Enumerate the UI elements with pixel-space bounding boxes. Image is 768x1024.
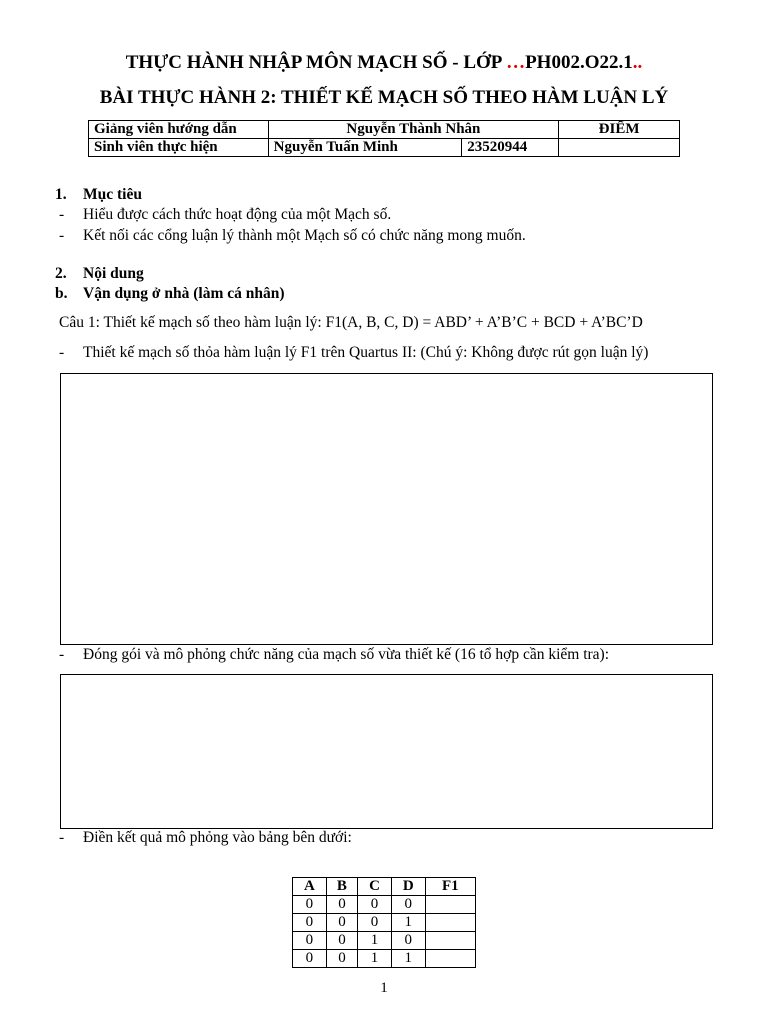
student-name: Nguyễn Tuấn Minh xyxy=(268,139,462,157)
table-cell: 0 xyxy=(326,914,357,932)
task-text: Thiết kế mạch số thỏa hàm luận lý F1 trên Quartus II: (Chú ý: Không được rút gọn luận lý) xyxy=(83,344,649,361)
document-subtitle: BÀI THỰC HÀNH 2: THIẾT KẾ MẠCH SỐ THEO HÀM LUẬN LÝ xyxy=(99,87,669,108)
table-header-row xyxy=(293,878,476,896)
document-title xyxy=(0,52,768,74)
title-class-code: PH002.O22.1 xyxy=(525,52,633,73)
instructor-label: Giảng viên hướng dẫn xyxy=(89,121,269,139)
table-cell: 0 xyxy=(293,914,327,932)
section2-title: Nội dung xyxy=(83,265,144,282)
bullet-dash: - xyxy=(59,206,65,223)
table-cell: 1 xyxy=(391,914,425,932)
title-dots-right: .. xyxy=(632,52,643,73)
page-number: 1 xyxy=(380,980,388,996)
section1-number: 1. xyxy=(55,186,67,203)
instructor-name: Nguyễn Thành Nhân xyxy=(268,121,559,139)
table-cell: 0 xyxy=(326,932,357,950)
section2-subheading xyxy=(55,285,285,303)
table-row xyxy=(293,932,476,950)
table-cell: 0 xyxy=(293,950,327,968)
section1-heading xyxy=(55,186,142,204)
column-header: F1 xyxy=(425,878,475,896)
circuit-design-box xyxy=(60,373,713,645)
student-id: 23520944 xyxy=(462,139,559,157)
task-text: Điền kết quả mô phỏng vào bảng bên dưới: xyxy=(83,829,352,846)
section2-sub-title: Vận dụng ở nhà (làm cá nhân) xyxy=(83,285,285,302)
table-row xyxy=(293,914,476,932)
score-label: ĐIỂM xyxy=(559,121,680,139)
score-value[interactable] xyxy=(559,139,680,157)
column-header: B xyxy=(326,878,357,896)
objective-text: Hiểu được cách thức hoạt động của một Mạch số. xyxy=(83,206,392,223)
table-cell: 0 xyxy=(293,932,327,950)
title-prefix: THỰC HÀNH NHẬP MÔN MẠCH SỐ - LỚP xyxy=(125,52,507,73)
bullet-dash: - xyxy=(59,646,65,663)
table-cell: 0 xyxy=(358,896,392,914)
truth-table xyxy=(292,877,476,968)
f1-cell[interactable] xyxy=(425,950,475,968)
table-row xyxy=(293,950,476,968)
section2-number: 2. xyxy=(55,265,67,282)
section2-sub-number: b. xyxy=(55,285,68,302)
table-cell: 1 xyxy=(391,950,425,968)
table-cell: 1 xyxy=(358,932,392,950)
table-cell: 0 xyxy=(326,896,357,914)
bullet-dash: - xyxy=(59,829,65,846)
table-row xyxy=(89,121,680,139)
list-item xyxy=(59,227,526,245)
student-label: Sinh viên thực hiện xyxy=(89,139,269,157)
table-cell: 0 xyxy=(293,896,327,914)
list-item xyxy=(59,646,609,664)
column-header: A xyxy=(293,878,327,896)
column-header: C xyxy=(358,878,392,896)
f1-cell[interactable] xyxy=(425,914,475,932)
simulation-box xyxy=(60,674,713,829)
list-item xyxy=(59,206,391,224)
table-cell: 0 xyxy=(391,896,425,914)
title-dots-left: … xyxy=(506,52,526,73)
table-row xyxy=(89,139,680,157)
bullet-dash: - xyxy=(59,227,65,244)
table-cell: 0 xyxy=(391,932,425,950)
objective-text: Kết nối các cổng luận lý thành một Mạch số có chức năng mong muốn. xyxy=(83,227,526,244)
section2-heading xyxy=(55,265,144,283)
table-row xyxy=(293,896,476,914)
column-header: D xyxy=(391,878,425,896)
info-table xyxy=(88,120,680,157)
f1-cell[interactable] xyxy=(425,896,475,914)
table-cell: 0 xyxy=(326,950,357,968)
table-cell: 0 xyxy=(358,914,392,932)
list-item xyxy=(59,829,352,847)
bullet-dash: - xyxy=(59,344,65,361)
table-cell: 1 xyxy=(358,950,392,968)
list-item xyxy=(59,344,648,362)
f1-cell[interactable] xyxy=(425,932,475,950)
question-1: Câu 1: Thiết kế mạch số theo hàm luận lý: F1(A, B, C, D) = ABD’ + A’B’C + BCD + A’BC’D xyxy=(59,314,643,331)
section1-title: Mục tiêu xyxy=(83,186,142,203)
task-text: Đóng gói và mô phỏng chức năng của mạch số vừa thiết kế (16 tổ hợp cần kiểm tra): xyxy=(83,646,610,663)
